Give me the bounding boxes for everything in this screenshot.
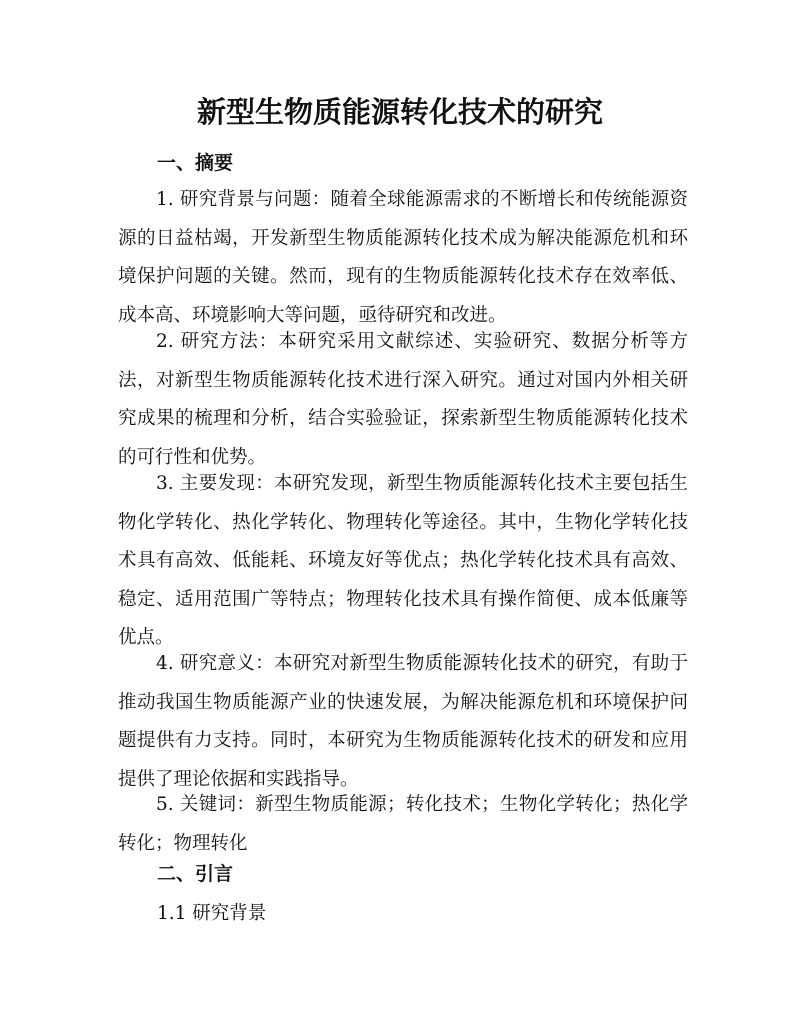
section-heading-introduction: 二、引言: [157, 863, 234, 885]
paragraph-main-findings: 3. 主要发现：本研究发现，新型生物质能源转化技术主要包括生物化学转化、热化学转化、物理转化等途径。其中，生物化学转化技术具有高效、低能耗、环境友好等优点；热化学转化技术具有高效、稳定、适用范围广等特点；物理转化技术具有操作简便、成本低廉等优点。: [118, 473, 688, 648]
document-title: 新型生物质能源转化技术的研究: [196, 95, 603, 129]
paragraph-research-method: 2. 研究方法：本研究采用文献综述、实验研究、数据分析等方法，对新型生物质能源转化技术进行深入研究。通过对国内外相关研究成果的梳理和分析，结合实验验证，探索新型生物质能源转化技术的可行性和优势。: [118, 331, 688, 468]
subsection-heading-research-background: 1.1 研究背景: [157, 903, 267, 924]
paragraph-research-significance: 4. 研究意义：本研究对新型生物质能源转化技术的研究，有助于推动我国生物质能源产业的快速发展，为解决能源危机和环境保护问题提供有力支持。同时，本研究为生物质能源转化技术的研发和应用提供了理论依据和实践指导。: [118, 653, 688, 790]
paragraph-keywords: 5. 关键词：新型生物质能源；转化技术；生物化学转化；热化学转化；物理转化: [118, 794, 688, 854]
paragraph-research-background: 1. 研究背景与问题：随着全球能源需求的不断增长和传统能源资源的日益枯竭，开发新型生物质能源转化技术成为解决能源危机和环境保护问题的关键。然而，现有的生物质能源转化技术存在效率低、成本高、环境影响大等问题，亟待研究和改进。: [118, 189, 688, 326]
section-heading-abstract: 一、摘要: [157, 152, 234, 174]
